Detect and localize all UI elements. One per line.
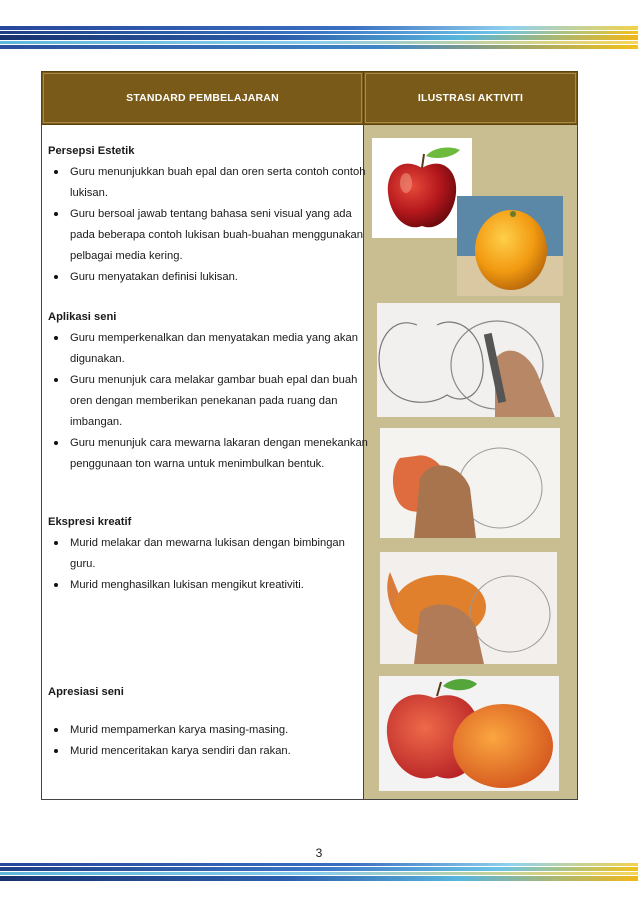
section-apresiasi-seni bbox=[48, 686, 370, 762]
orange-photo bbox=[457, 196, 563, 296]
section-title: Persepsi Estetik bbox=[48, 145, 135, 157]
list-item: Guru bersoal jawab tentang bahasa seni visual yang ada pada beberapa contoh lukisan buah-buahan menggunakan pelbagai media kering. bbox=[48, 204, 370, 267]
list-item: Murid menghasilkan lukisan mengikut kreativiti. bbox=[48, 575, 370, 596]
table-header-row bbox=[42, 72, 578, 125]
coloring-apple-photo bbox=[380, 428, 560, 538]
section-title: Aplikasi seni bbox=[48, 311, 117, 323]
section-ekspresi-kreatif bbox=[48, 516, 370, 596]
bottom-decorative-stripes bbox=[0, 863, 638, 885]
section-title: Apresiasi seni bbox=[48, 686, 124, 698]
header-ilustrasi-aktiviti: ILUSTRASI AKTIVITI bbox=[364, 72, 578, 125]
list-item: Guru menunjuk cara mewarna lakaran dengan menekankan penggunaan ton warna untuk menimbulkan bentuk. bbox=[48, 433, 370, 475]
section-aplikasi-seni bbox=[48, 311, 370, 475]
sketch-drawing-photo bbox=[377, 303, 560, 417]
list-item: Murid menceritakan karya sendiri dan rakan. bbox=[48, 741, 370, 762]
top-decorative-stripes bbox=[0, 26, 638, 52]
section-persepsi-estetik bbox=[48, 145, 370, 288]
header-standard-pembelajaran: STANDARD PEMBELAJARAN bbox=[42, 72, 364, 125]
page-number: 3 bbox=[315, 846, 323, 860]
list-item: Murid melakar dan mewarna lukisan dengan bimbingan guru. bbox=[48, 533, 370, 575]
list-item: Guru menyatakan definisi lukisan. bbox=[48, 267, 370, 288]
list-item: Guru menunjukkan buah epal dan oren serta contoh contoh lukisan. bbox=[48, 162, 370, 204]
list-item: Guru memperkenalkan dan menyatakan media yang akan digunakan. bbox=[48, 328, 370, 370]
list-item: Murid mempamerkan karya masing-masing. bbox=[48, 720, 370, 741]
section-title: Ekspresi kreatif bbox=[48, 516, 132, 528]
shading-drawing-photo bbox=[380, 552, 557, 664]
finished-painting-photo bbox=[379, 676, 559, 791]
list-item: Guru menunjuk cara melakar gambar buah epal dan buah oren dengan memberikan penekanan pada ruang dan imbangan. bbox=[48, 370, 370, 433]
